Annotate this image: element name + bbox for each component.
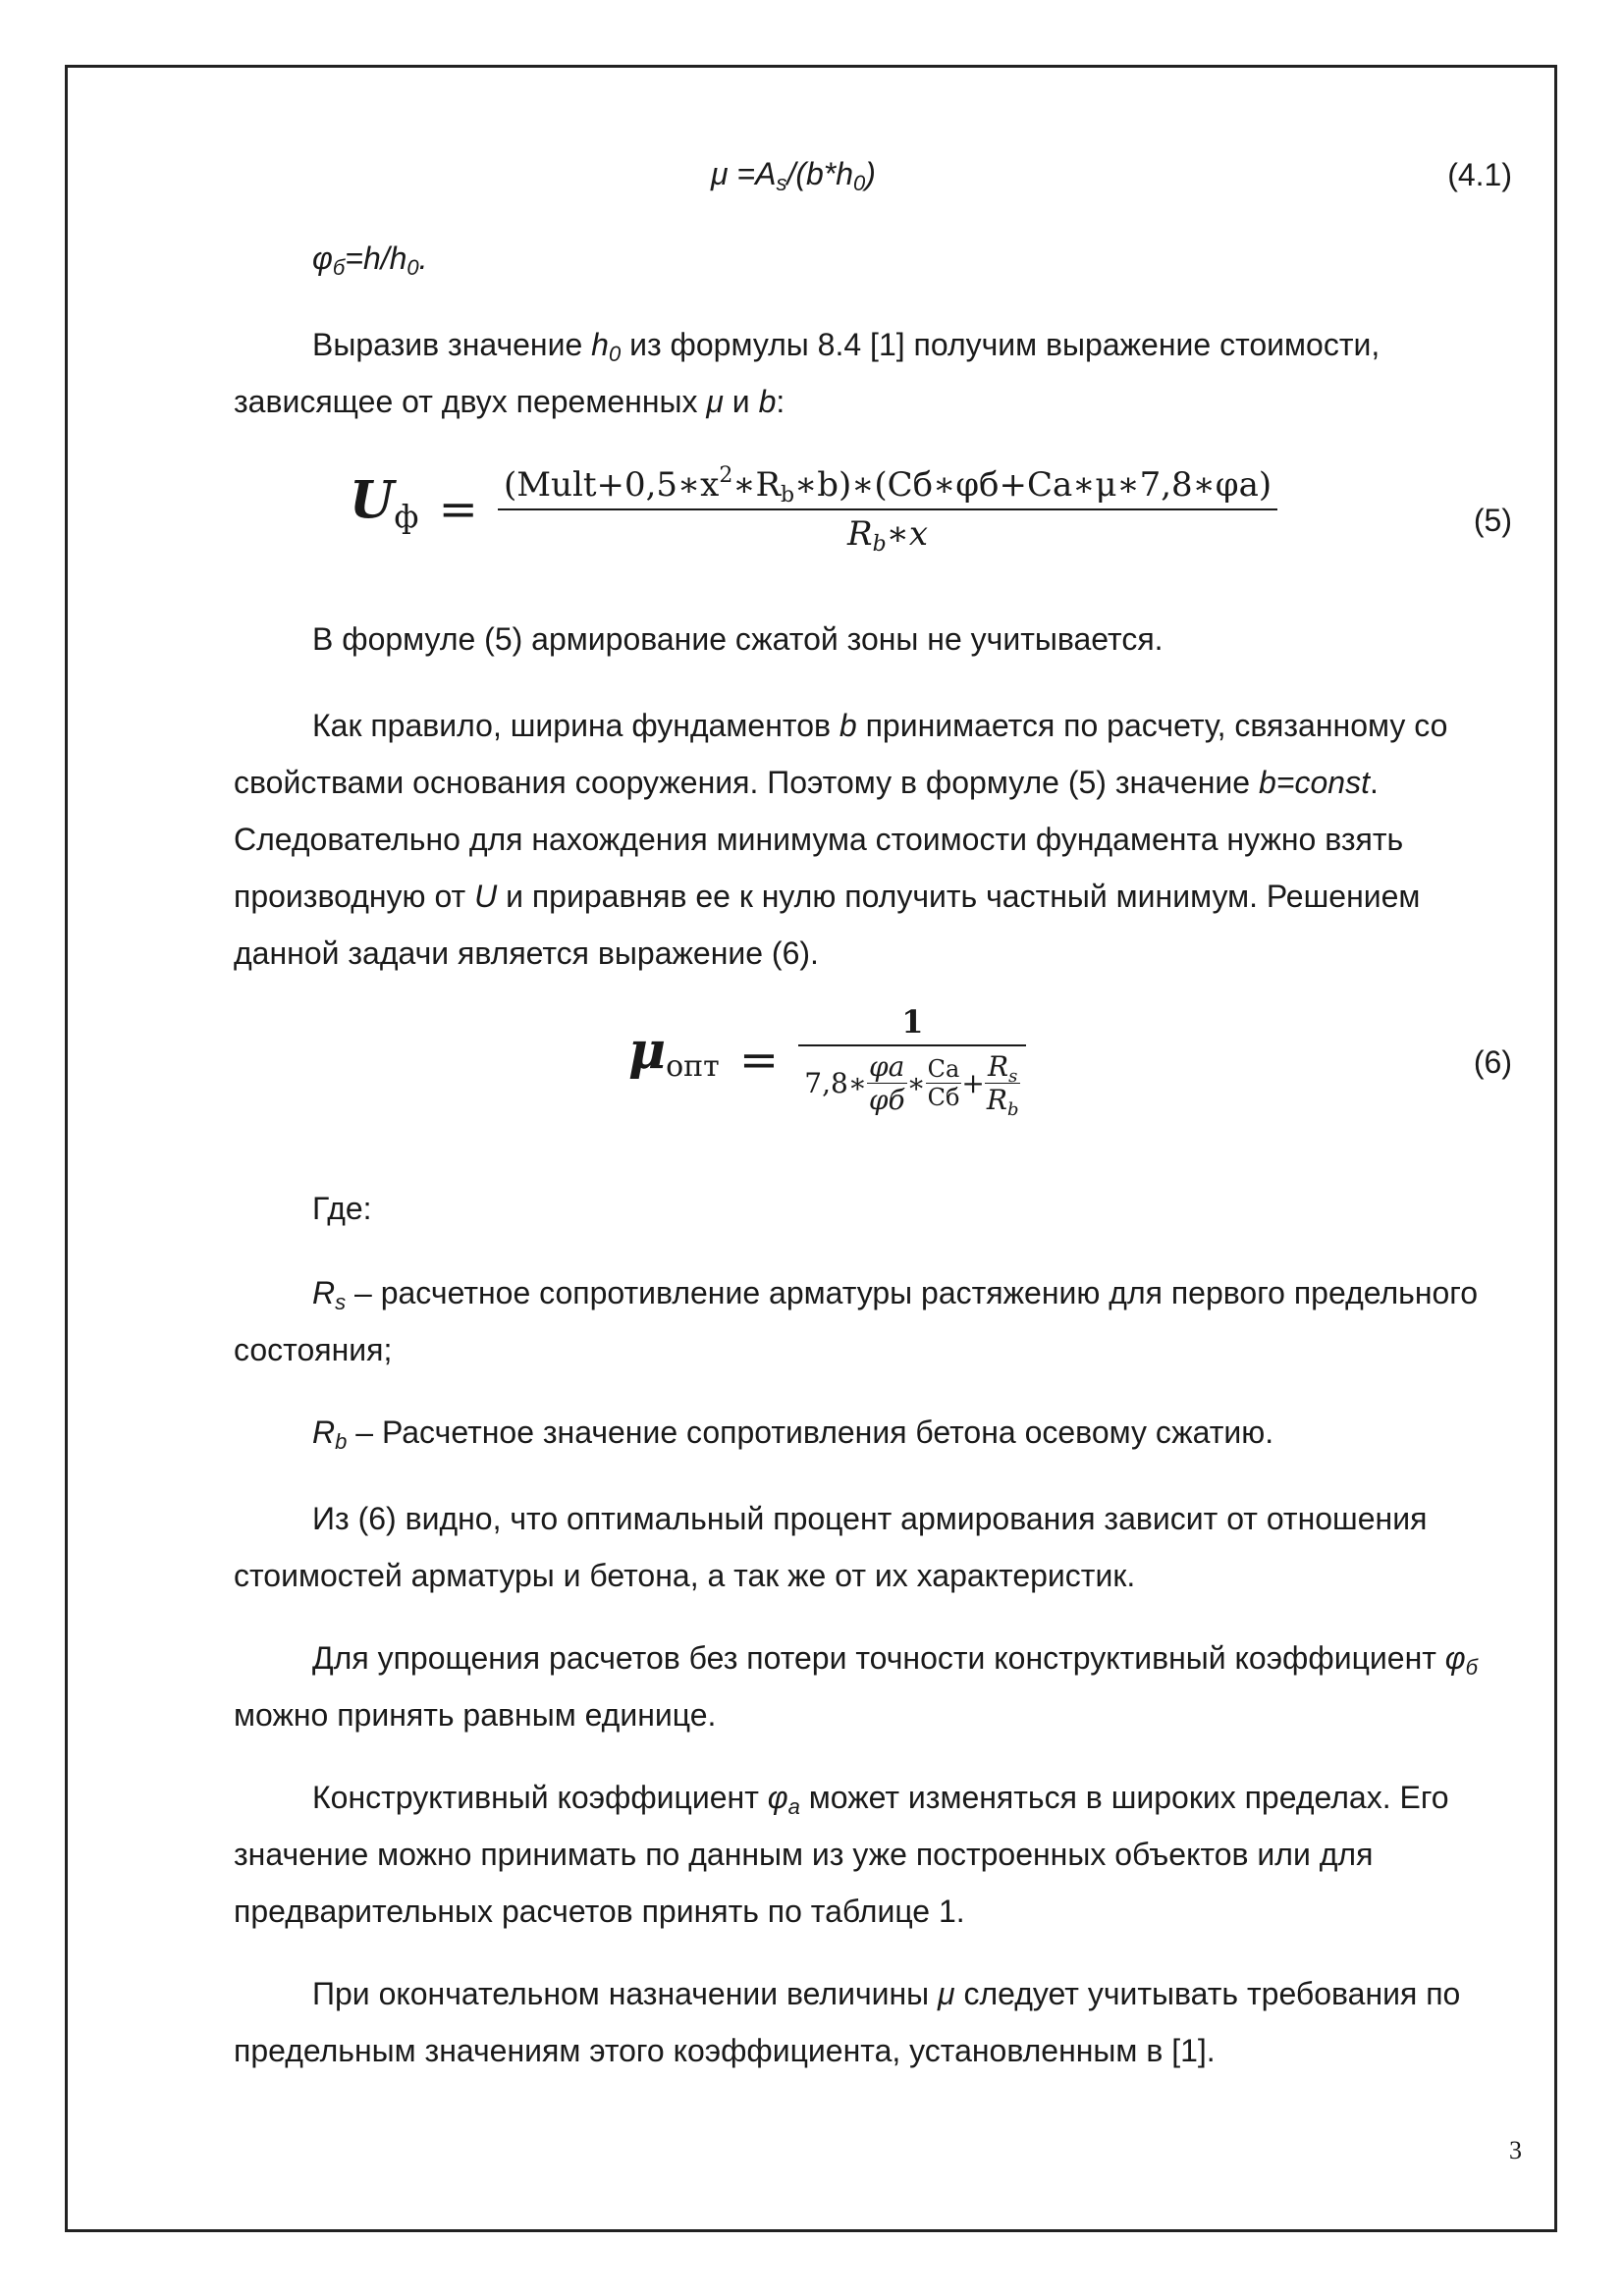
eq6-sub-num: Ca (927, 1055, 960, 1083)
paragraph-final-assignment (234, 1965, 1510, 2079)
eq-text: ) (865, 156, 876, 191)
paragraph-optimal-percent: Из (6) видно, что оптимальный процент армирования зависит от отношения стоимостей арматуры и бетона, а так же от их характеристик. (234, 1501, 1428, 1593)
text-run: – расчетное сопротивление арматуры растяжению для первого предельного состояния; (234, 1275, 1479, 1367)
text-run: Выразив значение (312, 327, 592, 362)
var-b: b (839, 708, 857, 743)
eq6-r: R (988, 1050, 1009, 1083)
eq6-den-part: 7,8∗ (804, 1067, 867, 1099)
eq6-r-sub: b (1006, 1099, 1019, 1120)
text-run: – Расчетное значение сопротивления бетона осевому сжатию. (347, 1415, 1274, 1450)
paragraph-foundation-width (234, 697, 1510, 982)
eq5-num-part: (Mult+0,5∗x (503, 465, 720, 505)
phi-subscript: б (332, 255, 346, 280)
phi-subscript: б (1465, 1655, 1479, 1680)
eq6-den-part: ∗ (906, 1067, 926, 1099)
text-run: можно принять равным единице. (234, 1697, 717, 1733)
text-run: и (723, 384, 759, 419)
text-run: следует учитывать требования по предельным значениям этого коэффициента, установленным в [1]. (234, 1976, 1461, 2068)
page-number: 3 (1509, 2136, 1522, 2164)
text-run: может изменяться в широких пределах. Его значение можно принимать по данным из уже построенных объектов или для предварительных расчетов принять по таблице 1. (234, 1780, 1449, 1929)
eq6-r-sub: s (1008, 1066, 1018, 1087)
eq6-sub-den: Cб (927, 1084, 960, 1111)
eq6-sub-num: φa (869, 1050, 905, 1083)
equation-4-1 (711, 145, 876, 202)
eq6-denominator (798, 1044, 1026, 1120)
paragraph-simplification (234, 1629, 1510, 1743)
paragraph-expression (234, 316, 1510, 430)
eq6-subfraction-phi (867, 1050, 907, 1116)
paragraph-constructive-coefficient (234, 1769, 1510, 1940)
phi-symbol: φ (767, 1780, 788, 1815)
equation-6 (628, 1003, 1026, 1120)
eq5-den-sub: b (872, 532, 887, 557)
eq-subscript: 0 (853, 171, 866, 195)
definition-rb (234, 1404, 1510, 1461)
eq-text: = (728, 156, 756, 191)
eq6-numerator: 1 (901, 1003, 924, 1041)
eq-text: /(b* (786, 156, 837, 191)
eq6-sub-den (985, 1083, 1021, 1120)
eq5-num-sup: 2 (719, 463, 733, 488)
where-label: Где: (312, 1191, 372, 1226)
eq5-den-part: R (847, 514, 873, 554)
var-b: b (758, 384, 777, 419)
eq6-sub-den: φб (868, 1084, 905, 1116)
phi-symbol: φ (312, 240, 333, 276)
eq-text: μ (711, 156, 729, 191)
equation-number-6: (6) (1473, 1044, 1512, 1080)
eq-text: h (836, 156, 854, 191)
eq6-sub-num (985, 1050, 1021, 1087)
var-r-subscript: s (335, 1290, 347, 1314)
var-u: U (474, 879, 498, 914)
eq5-den-part: ∗x (886, 514, 929, 554)
var-h: h (591, 327, 609, 362)
eq6-subfraction-c (926, 1055, 962, 1111)
var-mu: μ (706, 384, 724, 419)
text-run: из формулы 8.4 [1] получим выражение стоимости, зависящее от двух переменных (234, 327, 1380, 419)
var-r: R (312, 1415, 336, 1450)
text-run: : (776, 384, 785, 419)
eq5-num-part: ∗b)∗(Cб∗φб+Ca∗μ∗7,8∗φa) (794, 465, 1272, 505)
eq5-fraction (498, 463, 1277, 557)
equation-number-5: (5) (1473, 503, 1512, 538)
phi-subscript: a (787, 1794, 800, 1819)
eq6-fraction (798, 1003, 1026, 1120)
eq6-lhs: μ (628, 1021, 667, 1081)
eq5-num-part: ∗R (732, 465, 782, 505)
phi-subscript: 0 (406, 255, 419, 280)
text-run: При окончательном назначении величины (312, 1976, 939, 2011)
phi-definition-line (312, 230, 428, 287)
phi-symbol: φ (1444, 1640, 1466, 1676)
eq6-lhs-subscript: опт (666, 1049, 720, 1084)
paragraph-compressed-zone: В формуле (5) армирование сжатой зоны не учитывается. (312, 621, 1164, 657)
phi-text: . (418, 240, 428, 276)
eq6-subfraction-r (985, 1050, 1021, 1120)
text-run: Для упрощения расчетов без потери точности конструктивный коэффициент (312, 1640, 1445, 1676)
eq6-den-part: + (961, 1067, 985, 1099)
var-mu: μ (938, 1976, 955, 2011)
definition-rs (234, 1264, 1510, 1378)
var-subscript: 0 (608, 342, 622, 366)
text-run: Как правило, ширина фундаментов (312, 708, 839, 743)
var-b-const: b=const (1258, 765, 1370, 800)
equation-number-4-1: (4.1) (1447, 157, 1512, 192)
var-r: R (312, 1275, 336, 1310)
eq5-denominator (498, 508, 1277, 557)
text-run: и приравняв ее к нулю получить частный минимум. Решением данной задачи является выражение (6). (234, 879, 1421, 971)
eq-subscript: s (776, 171, 787, 195)
eq5-num-sub: b (781, 483, 795, 507)
phi-text: =h/h (345, 240, 407, 276)
eq6-r: R (986, 1084, 1007, 1116)
eq6-equals: = (738, 1032, 780, 1088)
eq-text: A (755, 156, 777, 191)
text-run: принимается по расчету, связанному со свойствами основания сооружения. Поэтому в формуле (5) значение (234, 708, 1448, 800)
var-r-subscript: b (335, 1429, 348, 1454)
equation-5 (350, 463, 1277, 557)
text-run: . Следовательно для нахождения минимума стоимости фундамента нужно взять производную от (234, 765, 1404, 914)
eq5-lhs-subscript: ф (394, 498, 419, 536)
eq5-lhs: U (350, 470, 395, 531)
eq5-equals: = (438, 482, 478, 537)
eq5-numerator (498, 465, 1277, 508)
text-run: Конструктивный коэффициент (312, 1780, 768, 1815)
